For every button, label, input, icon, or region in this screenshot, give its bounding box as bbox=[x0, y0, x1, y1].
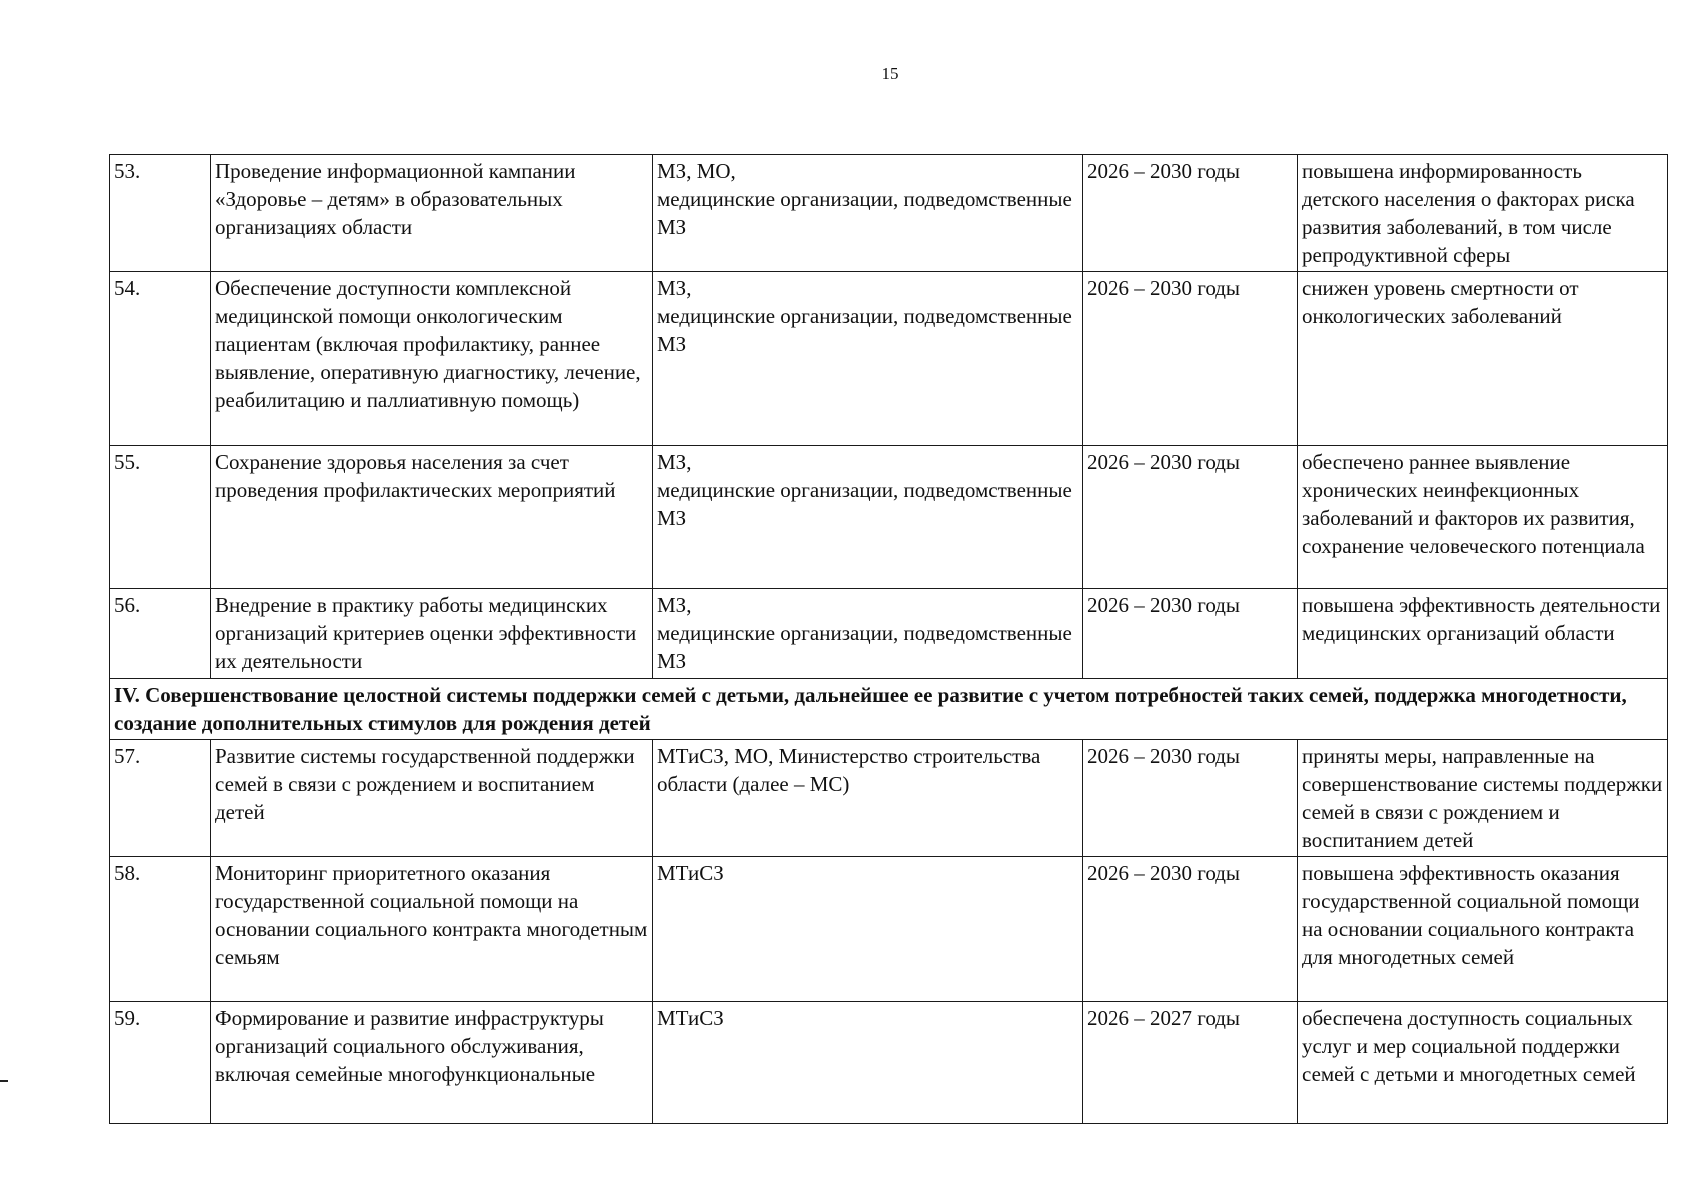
term-cell: 2026 – 2030 годы bbox=[1083, 446, 1298, 589]
table-row bbox=[110, 857, 1668, 1002]
section-row bbox=[110, 679, 1668, 740]
term-cell: 2026 – 2030 годы bbox=[1083, 589, 1298, 679]
result-cell: повышена эффективность деятельности медицинских организаций области bbox=[1298, 589, 1668, 679]
event-cell: Проведение информационной кампании «Здоровье – детям» в образовательных организациях области bbox=[211, 155, 653, 272]
event-cell: Формирование и развитие инфраструктуры организаций социального обслуживания, включая семейные многофункциональные bbox=[211, 1002, 653, 1124]
table-row bbox=[110, 446, 1668, 589]
table-row bbox=[110, 589, 1668, 679]
row-number: 57. bbox=[110, 740, 211, 857]
measures-table bbox=[109, 154, 1668, 1124]
row-number: 55. bbox=[110, 446, 211, 589]
result-cell: обеспечено раннее выявление хронических неинфекционных заболеваний и факторов их развития, сохранение человеческого потенциала bbox=[1298, 446, 1668, 589]
table-row bbox=[110, 740, 1668, 857]
result-cell: обеспечена доступность социальных услуг и мер социальной поддержки семей с детьми и многодетных семей bbox=[1298, 1002, 1668, 1124]
row-number: 53. bbox=[110, 155, 211, 272]
row-number: 58. bbox=[110, 857, 211, 1002]
margin-mark bbox=[0, 1080, 8, 1082]
term-cell: 2026 – 2027 годы bbox=[1083, 1002, 1298, 1124]
executor-cell: МЗ, медицинские организации, подведомственные МЗ bbox=[653, 446, 1083, 589]
table-row bbox=[110, 272, 1668, 446]
term-cell: 2026 – 2030 годы bbox=[1083, 740, 1298, 857]
result-cell: повышена информированность детского населения о факторах риска развития заболеваний, в том числе репродуктивной сферы bbox=[1298, 155, 1668, 272]
row-number: 59. bbox=[110, 1002, 211, 1124]
executor-cell: МТиСЗ bbox=[653, 857, 1083, 1002]
event-cell: Обеспечение доступности комплексной медицинской помощи онкологическим пациентам (включая профилактику, раннее выявление, оперативную диагностику, лечение, реабилитацию и паллиативную помощь) bbox=[211, 272, 653, 446]
result-cell: снижен уровень смертности от онкологических заболеваний bbox=[1298, 272, 1668, 446]
term-cell: 2026 – 2030 годы bbox=[1083, 857, 1298, 1002]
row-number: 56. bbox=[110, 589, 211, 679]
result-cell: повышена эффективность оказания государственной социальной помощи на основании социального контракта для многодетных семей bbox=[1298, 857, 1668, 1002]
term-cell: 2026 – 2030 годы bbox=[1083, 272, 1298, 446]
executor-cell: МЗ, медицинские организации, подведомственные МЗ bbox=[653, 589, 1083, 679]
event-cell: Сохранение здоровья населения за счет проведения профилактических мероприятий bbox=[211, 446, 653, 589]
executor-cell: МТиСЗ bbox=[653, 1002, 1083, 1124]
table-row bbox=[110, 155, 1668, 272]
executor-cell: МЗ, медицинские организации, подведомственные МЗ bbox=[653, 272, 1083, 446]
page-number: 15 bbox=[881, 64, 899, 83]
term-cell: 2026 – 2030 годы bbox=[1083, 155, 1298, 272]
section-heading: IV. Совершенствование целостной системы поддержки семей с детьми, дальнейшее ее развитие с учетом потребностей таких семей, поддержка многодетности, создание дополнительных стимулов для рождения детей bbox=[110, 679, 1668, 740]
event-cell: Внедрение в практику работы медицинских организаций критериев оценки эффективности их деятельности bbox=[211, 589, 653, 679]
executor-cell: МЗ, МО, медицинские организации, подведомственные МЗ bbox=[653, 155, 1083, 272]
row-number: 54. bbox=[110, 272, 211, 446]
event-cell: Мониторинг приоритетного оказания государственной социальной помощи на основании социального контракта многодетным семьям bbox=[211, 857, 653, 1002]
table-row bbox=[110, 1002, 1668, 1124]
event-cell: Развитие системы государственной поддержки семей в связи с рождением и воспитанием детей bbox=[211, 740, 653, 857]
executor-cell: МТиСЗ, МО, Министерство строительства области (далее – МС) bbox=[653, 740, 1083, 857]
result-cell: приняты меры, направленные на совершенствование системы поддержки семей в связи с рождением и воспитанием детей bbox=[1298, 740, 1668, 857]
